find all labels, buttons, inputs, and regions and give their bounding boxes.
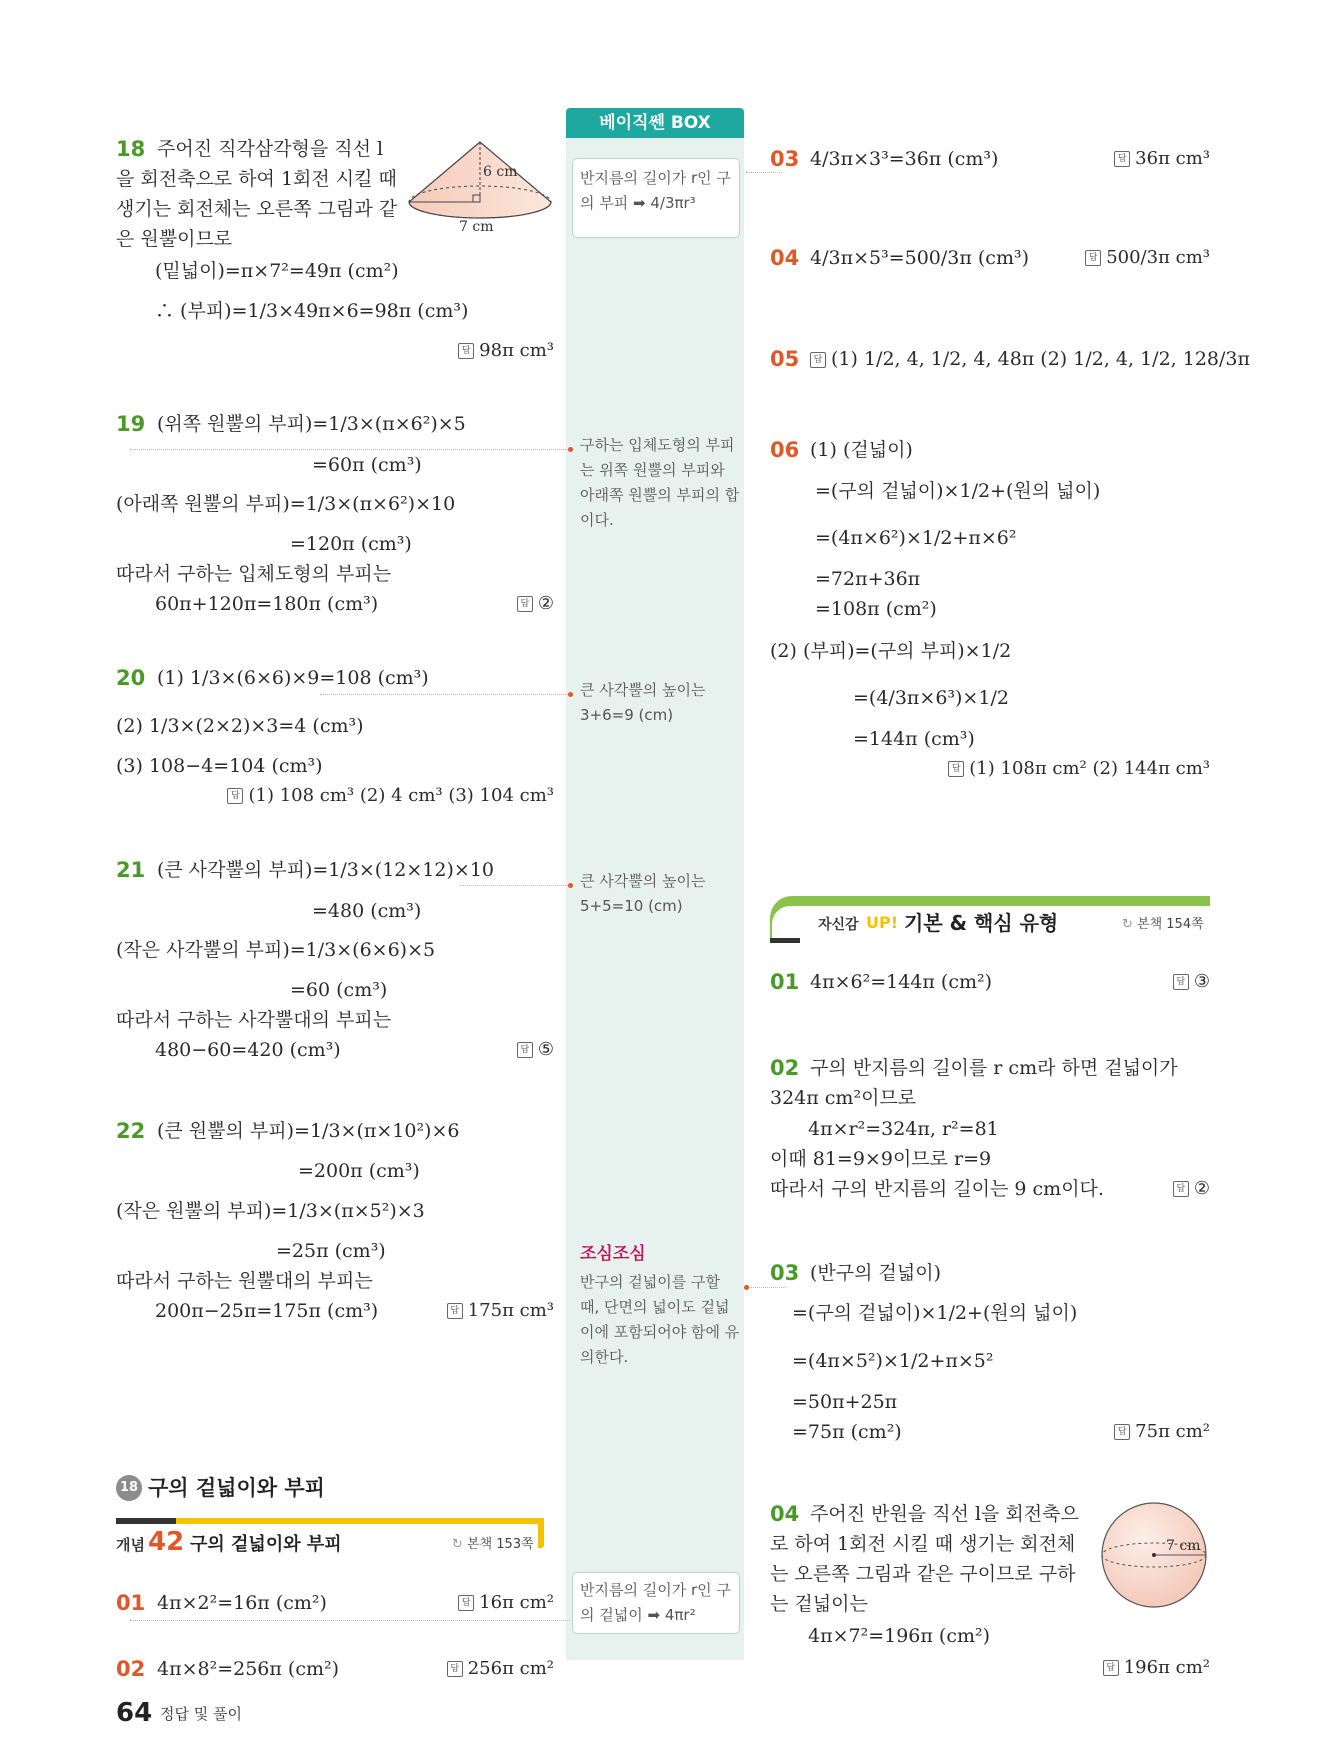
q18-text-2: 을 회전축으로 하여 1회전 시킬 때 <box>116 168 397 190</box>
r04-number: 04 <box>770 246 800 270</box>
answer-mark-icon: 답 <box>810 352 826 368</box>
q22-answer <box>420 1298 554 1324</box>
leader-c01 <box>130 1620 570 1621</box>
r05-number: 05 <box>770 347 800 371</box>
section2-up: UP! <box>866 913 899 932</box>
r06-line-6: (2) (부피)=(구의 부피)×1/2 <box>770 640 1012 662</box>
q21-line-6: 480−60=420 (cm³) <box>155 1039 341 1061</box>
section2-ref <box>1122 912 1204 938</box>
section-title: 구의 겉넓이와 부피 <box>148 1476 325 1500</box>
note-sphere-volume: 반지름의 길이가 r인 구의 부피 ➡ 4/3πr³ <box>580 169 731 212</box>
q20-answer-text: (1) 108 cm³ (2) 4 cm³ (3) 104 cm³ <box>248 785 554 806</box>
q18-text-1: 주어진 직각삼각형을 직선 l <box>157 138 384 160</box>
b04-number: 04 <box>770 1502 800 1526</box>
q19-answer-text: ② <box>537 593 554 614</box>
b03-line-4: =50π+25π <box>792 1391 898 1413</box>
section2-bar-dark <box>770 938 800 943</box>
concept-bar-dark <box>116 1518 176 1524</box>
q19-number: 19 <box>116 412 146 436</box>
q18-text-4: 은 원뿔이므로 <box>116 228 233 250</box>
q19-line-3: (아래쪽 원뿔의 부피)=1/3×(π×6²)×10 <box>116 493 456 515</box>
b03-line-2: =(구의 겉넓이)×1/2+(원의 넓이) <box>792 1302 1078 1324</box>
answer-mark-icon: 답 <box>1085 250 1101 266</box>
section2-ref-text: 본책 154쪽 <box>1137 917 1204 932</box>
answer-mark-icon: 답 <box>447 1303 463 1319</box>
q19-line-4: =120π (cm³) <box>290 533 412 555</box>
answer-mark-icon: 답 <box>1114 151 1130 167</box>
r06-line-2: =(구의 겉넓이)×1/2+(원의 넓이) <box>815 480 1101 502</box>
q20-line-1: (1) 1/3×(6×6)×9=108 (cm³) <box>157 667 429 689</box>
q22-line-2: =200π (cm³) <box>298 1160 420 1182</box>
r06-answer-text: (1) 108π cm² (2) 144π cm³ <box>969 758 1210 779</box>
section2-label: 자신감 <box>818 917 859 933</box>
b02-line-4: 이때 81=9×9이므로 r=9 <box>770 1148 992 1170</box>
r06-line-8: =144π (cm³) <box>853 728 975 750</box>
r04-line: 4/3π×5³=500/3π (cm³) <box>810 247 1029 269</box>
r03-number: 03 <box>770 147 800 171</box>
answer-mark-icon: 답 <box>517 1042 533 1058</box>
r04-answer-text: 500/3π cm³ <box>1106 247 1210 268</box>
section2-title: 기본 & 핵심 유형 <box>904 911 1059 935</box>
r06-line-3: =(4π×6²)×1/2+π×6² <box>815 527 1017 549</box>
cone-figure <box>405 136 555 236</box>
sphere-radius-label: 7 cm <box>1166 1538 1201 1554</box>
b03-line-3: =(4π×5²)×1/2+π×5² <box>792 1350 994 1372</box>
concept-bar-yellow <box>176 1518 544 1524</box>
b02-answer-text: ② <box>1193 1178 1210 1199</box>
answer-mark-icon: 답 <box>1114 1424 1130 1440</box>
sphere-figure <box>1096 1500 1214 1610</box>
page-number: 64 <box>116 1698 153 1728</box>
b03-number: 03 <box>770 1261 800 1285</box>
cone-radius-label: 7 cm <box>459 219 494 235</box>
q22-line-6: 200π−25π=175π (cm³) <box>155 1300 379 1322</box>
b02-line-5: 따라서 구의 반지름의 길이는 9 cm이다. <box>770 1178 1104 1200</box>
q18-number: 18 <box>116 137 146 161</box>
r06-line-4: =72π+36π <box>815 568 921 590</box>
book-ref-icon: ↻ <box>1122 917 1138 932</box>
note-q20: 큰 사각뿔의 높이는 3+6=9 (cm) <box>580 681 706 724</box>
b04-line-3: 는 오른쪽 그림과 같은 구이므로 구하 <box>770 1563 1076 1585</box>
r03-answer <box>1060 146 1210 172</box>
answer-mark-icon: 답 <box>1173 974 1189 990</box>
caution-title: 조심조심 <box>580 1244 646 1264</box>
b01-number: 01 <box>770 970 800 994</box>
b02-line-2: 324π cm²이므로 <box>770 1087 917 1109</box>
b02-answer <box>1120 1176 1210 1202</box>
q19-answer <box>470 591 554 617</box>
leader-dot-caution <box>744 1285 749 1290</box>
q22-line-1: (큰 원뿔의 부피)=1/3×(π×10²)×6 <box>157 1120 460 1142</box>
q18-line-1: (밑넓이)=π×7²=49π (cm²) <box>155 260 399 282</box>
q20-number: 20 <box>116 666 146 690</box>
q22-answer-text: 175π cm³ <box>467 1300 554 1321</box>
c02-answer <box>400 1656 554 1682</box>
note-q19: 구하는 입체도형의 부피는 위쪽 원뿔의 부피와 아래쪽 원뿔의 부피의 합이다. <box>580 436 740 529</box>
side-box-title: 베이직쎈 BOX <box>599 113 711 133</box>
answer-mark-icon: 답 <box>948 761 964 777</box>
q22-line-3: (작은 원뿔의 부피)=1/3×(π×5²)×3 <box>116 1200 425 1222</box>
b03-answer <box>1070 1419 1210 1445</box>
note-sphere-area: 반지름의 길이가 r인 구의 겉넓이 ➡ 4πr² <box>580 1581 731 1624</box>
q19-line-2: =60π (cm³) <box>312 454 422 476</box>
b04-line-1: 주어진 반원을 직선 l을 회전축으 <box>810 1503 1079 1525</box>
r05-line-text: (1) 1/2, 4, 1/2, 4, 48π (2) 1/2, 4, 1/2, 128/3π <box>831 348 1250 370</box>
q18-line-2: ∴ (부피)=1/3×49π×6=98π (cm³) <box>155 300 469 322</box>
answer-mark-icon: 답 <box>447 1661 463 1677</box>
b03-answer-text: 75π cm² <box>1135 1421 1210 1442</box>
c02-number: 02 <box>116 1657 146 1681</box>
r06-line-7: =(4/3π×6³)×1/2 <box>853 687 1009 709</box>
concept-bar-tail <box>538 1518 544 1548</box>
c01-answer-text: 16π cm² <box>479 1592 554 1613</box>
b04-answer-text: 196π cm² <box>1123 1657 1210 1678</box>
b04-line-2: 로 하여 1회전 시킬 때 생기는 회전체 <box>770 1533 1076 1555</box>
r06-line-5: =108π (cm²) <box>815 598 937 620</box>
caution-text: 반구의 겉넓이를 구할 때, 단면의 넓이도 겉넓이에 포함되어야 함에 유의한다. <box>580 1273 740 1366</box>
note-q21: 큰 사각뿔의 높이는 5+5=10 (cm) <box>580 872 706 915</box>
b03-line-1: (반구의 겉넓이) <box>810 1262 941 1284</box>
concept-ref <box>452 1532 534 1558</box>
concept-ref-text: 본책 153쪽 <box>467 1537 534 1552</box>
q21-number: 21 <box>116 858 146 882</box>
answer-mark-icon: 답 <box>1173 1181 1189 1197</box>
r06-number: 06 <box>770 438 800 462</box>
q18-text-3: 생기는 회전체는 오른쪽 그림과 같 <box>116 198 398 220</box>
concept-title: 구의 겉넓이와 부피 <box>190 1534 342 1555</box>
b01-answer-text: ③ <box>1193 971 1210 992</box>
q20-line-3: (3) 108−4=104 (cm³) <box>116 755 323 777</box>
q20-answer <box>200 783 554 809</box>
b02-line-3: 4π×r²=324π, r²=81 <box>808 1118 999 1140</box>
b04-line-4: 는 겉넓이는 <box>770 1593 868 1615</box>
concept-label: 개념 <box>116 1536 145 1554</box>
section-badge: 18 <box>116 1475 142 1501</box>
b02-line-1: 구의 반지름의 길이를 r cm라 하면 겉넓이가 <box>810 1057 1178 1079</box>
q19-line-5: 따라서 구하는 입체도형의 부피는 <box>116 563 392 585</box>
page-label: 정답 및 풀이 <box>160 1705 242 1723</box>
c01-number: 01 <box>116 1591 146 1615</box>
leader-q20 <box>320 694 568 695</box>
b04-line-5: 4π×7²=196π (cm²) <box>808 1625 991 1647</box>
c01-line: 4π×2²=16π (cm²) <box>157 1592 327 1614</box>
cone-height-label: 6 cm <box>483 164 518 180</box>
leader-q21 <box>460 885 568 886</box>
q21-line-4: =60 (cm³) <box>290 979 388 1001</box>
q21-line-2: =480 (cm³) <box>312 900 422 922</box>
q21-line-1: (큰 사각뿔의 부피)=1/3×(12×12)×10 <box>157 859 494 881</box>
answer-mark-icon: 답 <box>227 788 243 804</box>
r04-answer <box>1040 245 1210 271</box>
q21-line-5: 따라서 구하는 사각뿔대의 부피는 <box>116 1009 392 1031</box>
b01-answer <box>1120 969 1210 995</box>
b04-answer <box>1050 1655 1210 1681</box>
q21-answer-text: ⑤ <box>537 1039 554 1060</box>
leader-dot-q19 <box>568 447 573 452</box>
b01-line: 4π×6²=144π (cm²) <box>810 971 993 993</box>
q22-line-5: 따라서 구하는 원뿔대의 부피는 <box>116 1270 373 1292</box>
b03-line-5: =75π (cm²) <box>792 1421 902 1443</box>
answer-mark-icon: 답 <box>1103 1660 1119 1676</box>
r06-answer <box>900 756 1210 782</box>
leader-dot-q21 <box>568 883 573 888</box>
answer-mark-icon: 답 <box>458 343 474 359</box>
book-ref-icon: ↻ <box>452 1537 468 1552</box>
leader-q19 <box>130 449 570 450</box>
q21-line-3: (작은 사각뿔의 부피)=1/3×(6×6)×5 <box>116 939 436 961</box>
answer-mark-icon: 답 <box>517 596 533 612</box>
q22-line-4: =25π (cm³) <box>276 1240 386 1262</box>
c02-line: 4π×8²=256π (cm²) <box>157 1658 340 1680</box>
leader-caution <box>746 1287 786 1288</box>
r03-answer-text: 36π cm³ <box>1135 148 1210 169</box>
leader-dot-q20 <box>568 692 573 697</box>
c02-answer-text: 256π cm² <box>467 1658 554 1679</box>
q22-number: 22 <box>116 1119 146 1143</box>
q18-answer-text: 98π cm³ <box>479 340 554 361</box>
q19-line-6: 60π+120π=180π (cm³) <box>155 593 379 615</box>
r06-line-1: (1) (겉넓이) <box>810 439 913 461</box>
q20-line-2: (2) 1/3×(2×2)×3=4 (cm³) <box>116 715 364 737</box>
r05-line <box>810 346 1250 372</box>
b02-number: 02 <box>770 1056 800 1080</box>
answer-mark-icon: 답 <box>458 1595 474 1611</box>
c01-answer <box>420 1590 554 1616</box>
q18-answer <box>420 338 554 364</box>
leader-r03 <box>746 172 782 173</box>
r03-line: 4/3π×3³=36π (cm³) <box>810 148 999 170</box>
sphere-center <box>1152 1553 1156 1557</box>
q21-answer <box>470 1037 554 1063</box>
concept-number: 42 <box>148 1527 185 1557</box>
q19-line-1: (위쪽 원뿔의 부피)=1/3×(π×6²)×5 <box>157 413 466 435</box>
